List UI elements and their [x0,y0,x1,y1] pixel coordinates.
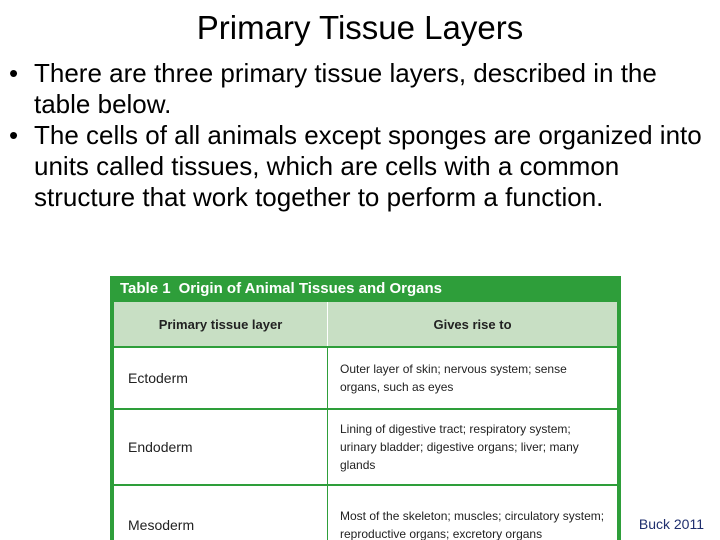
table-row [112,347,619,409]
table-number: Table 1 [120,280,171,297]
table-row [112,485,619,540]
cell-gives-rise-to: Most of the skeleton; muscles; circulatory system; reproductive organs; excretory organs [328,485,620,540]
bullet-dot-icon: • [9,58,19,88]
cell-layer: Ectoderm [112,347,328,409]
cell-gives-rise-to: Lining of digestive tract; respiratory system; urinary bladder; digestive organs; liver; many glands [328,409,620,485]
bullet-item [4,58,704,120]
origin-table [110,302,621,540]
bullet-text: There are three primary tissue layers, described in the table below. [34,58,657,119]
table-header-row [112,302,619,347]
header-primary-tissue-layer: Primary tissue layer [112,302,328,347]
cell-layer: Endoderm [112,409,328,485]
cell-gives-rise-to: Outer layer of skin; nervous system; sense organs, such as eyes [328,347,620,409]
bullet-list [4,58,704,213]
bullet-item [4,120,704,213]
bullet-text: The cells of all animals except sponges are organized into units called tissues, which are cells with a common structure that work together to perform a function. [34,120,702,212]
table-row [112,409,619,485]
table-caption: Origin of Animal Tissues and Organs [178,280,442,297]
cell-layer: Mesoderm [112,485,328,540]
tissue-origin-table [110,276,621,540]
bullet-dot-icon: • [9,120,19,150]
credit-text: Buck 2011 [638,516,704,532]
table-caption-bar [110,276,621,302]
slide-title: Primary Tissue Layers [196,9,524,46]
header-gives-rise-to: Gives rise to [328,302,620,347]
